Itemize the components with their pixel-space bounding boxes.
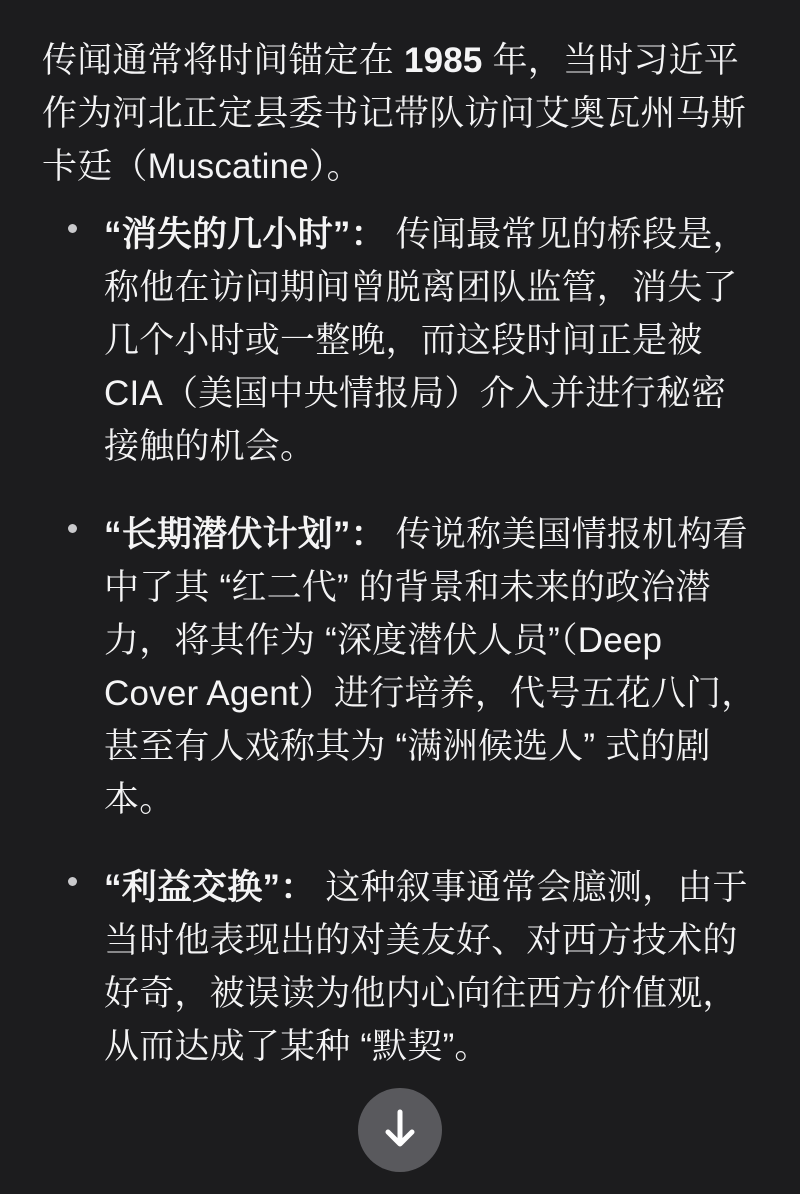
- intro-text-before: 传闻通常将时间锚定在: [42, 41, 404, 80]
- arrow-down-icon: [380, 1108, 420, 1152]
- list-item-title: “消失的几小时”：: [104, 214, 386, 254]
- intro-year: 1985: [403, 41, 483, 80]
- bullet-dot-icon: [68, 877, 77, 886]
- intro-paragraph: [42, 34, 758, 194]
- list-item: [42, 208, 758, 474]
- bullet-dot-icon: [68, 524, 77, 533]
- bullet-list: [42, 208, 758, 1074]
- bullet-dot-icon: [68, 224, 77, 233]
- list-item-title: “长期潜伏计划”：: [104, 514, 386, 554]
- list-item: [42, 508, 758, 827]
- list-item-body: 传闻最常见的桥段是，称他在访问期间曾脱离团队监管，消失了几个小时或一整晚，而这段时间正是被 CIA（美国中央情报局）介入并进行秘密接触的机会。: [104, 214, 748, 467]
- list-item-body: 这种叙事通常会臆测，由于当时他表现出的对美友好、对西方技术的好奇，被误读为他内心向往西方价值观，从而达成了某种 “默契”。: [104, 867, 748, 1067]
- list-item: [42, 861, 758, 1074]
- list-item-title: “利益交换”：: [104, 867, 316, 907]
- intro-text-after: 年，当时习近平作为河北正定县委书记带队访问艾奥瓦州马斯卡廷（Muscatine）。: [42, 41, 747, 187]
- list-item-body: 传说称美国情报机构看中了其 “红二代” 的背景和未来的政治潜力，将其作为 “深度潜伏人员”（Deep Cover Agent）进行培养，代号五花八门，甚至有人戏称其为 “满洲候选人” 式的剧本。: [104, 514, 757, 820]
- scroll-to-bottom-button[interactable]: [358, 1088, 442, 1172]
